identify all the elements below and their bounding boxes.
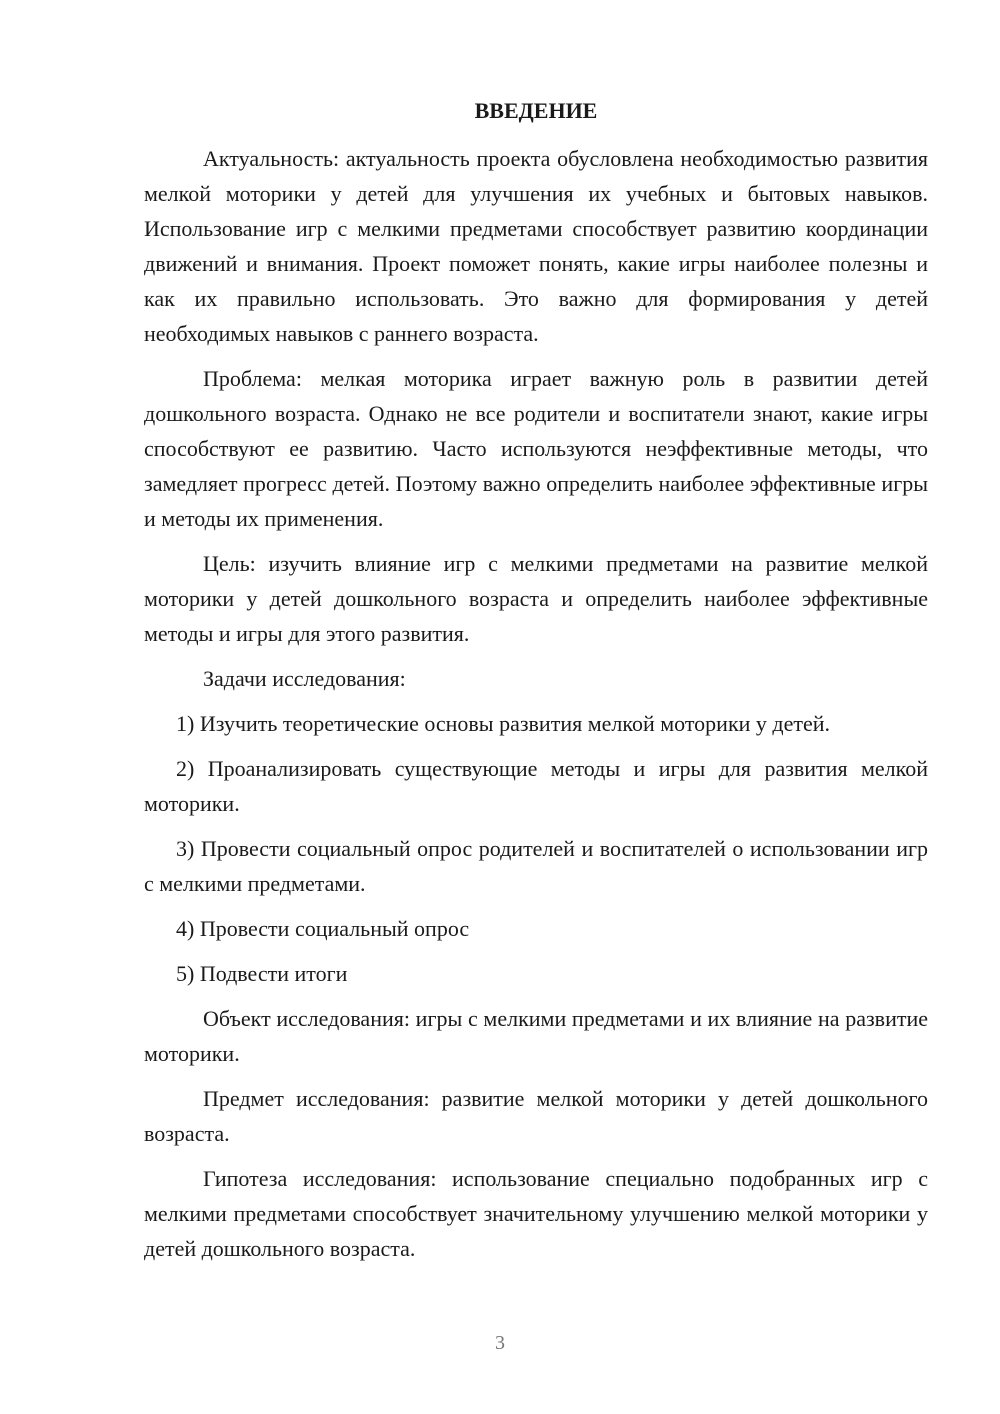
task-item-1: 1) Изучить теоретические основы развития мелкой моторики у детей. [176,711,831,736]
paragraph-tasks-heading: Задачи исследования: [203,666,406,691]
paragraph-object: Объект исследования: игры с мелкими предметами и их влияние на развитие моторики. [144,1006,928,1066]
task-item-5: 5) Подвести итоги [176,961,348,986]
document-title: ВВЕДЕНИЕ [474,98,598,123]
paragraph-problem: Проблема: мелкая моторика играет важную роль в развитии детей дошкольного возраста. Однако не все родители и воспитатели знают, какие игры способствуют ее развитию. Часто используются неэффективные методы, что замедляет прогресс детей. Поэтому важно определить наиболее эффективные игры и методы их применения. [144,366,928,531]
page-number: 3 [495,1332,505,1354]
paragraph-relevance: Актуальность: актуальность проекта обусловлена необходимостью развития мелкой моторики у детей для улучшения их учебных и бытовых навыков. Использование игр с мелкими предметами способствует развитию координации движений и внимания. Проект поможет понять, какие игры наиболее полезны и как их правильно использовать. Это важно для формирования у детей необходимых навыков с раннего возраста. [144,146,928,346]
task-item-4: 4) Провести социальный опрос [176,916,470,941]
paragraph-hypothesis: Гипотеза исследования: использование специально подобранных игр с мелкими предметами способствует значительному улучшению мелкой моторики у детей дошкольного возраста. [144,1166,928,1261]
task-item-3: 3) Провести социальный опрос родителей и воспитателей о использовании игр с мелкими предметами. [144,836,928,896]
page-content [144,96,928,1276]
paragraph-goal: Цель: изучить влияние игр с мелкими предметами на развитие мелкой моторики у детей дошкольного возраста и определить наиболее эффективные методы и игры для этого развития. [144,551,928,646]
task-item-2: 2) Проанализировать существующие методы и игры для развития мелкой моторики. [144,756,928,816]
paragraph-subject: Предмет исследования: развитие мелкой моторики у детей дошкольного возраста. [144,1086,928,1146]
